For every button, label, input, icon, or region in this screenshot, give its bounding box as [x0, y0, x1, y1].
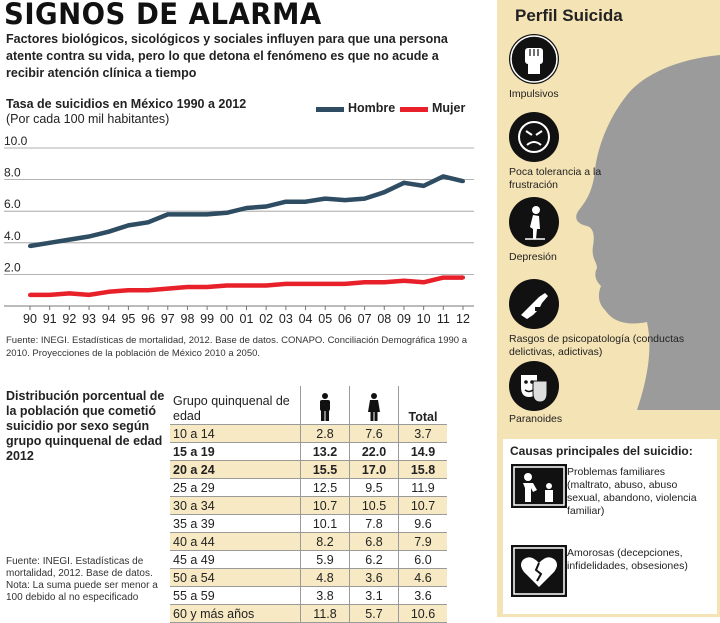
- data-point-mujer: [402, 279, 406, 283]
- header-group: Grupo quinquenal de edad: [170, 386, 301, 425]
- data-point-hombre: [48, 241, 52, 245]
- row-total: 3.7: [399, 425, 448, 443]
- data-point-hombre: [87, 234, 91, 238]
- x-tick-label: 06: [337, 312, 352, 326]
- y-tick-label: 10.0: [4, 134, 28, 148]
- row-mujer: 10.5: [350, 497, 399, 515]
- y-tick-label: 8.0: [4, 165, 21, 180]
- data-point-mujer: [284, 282, 288, 286]
- x-tick-label: 07: [357, 312, 372, 326]
- row-total: 3.6: [399, 587, 448, 605]
- table-row: [170, 551, 447, 569]
- row-mujer: 7.8: [350, 515, 399, 533]
- row-mujer: 22.0: [350, 443, 399, 461]
- x-tick-label: 08: [377, 312, 392, 326]
- row-mujer: 5.7: [350, 605, 399, 623]
- data-point-hombre: [422, 184, 426, 188]
- x-tick-label: 11: [436, 312, 450, 326]
- data-point-hombre: [166, 212, 170, 216]
- table-row: [170, 479, 447, 497]
- row-mujer: 6.8: [350, 533, 399, 551]
- cause-label: Amorosas (decepciones, infidelidades, obsesiones): [567, 547, 688, 572]
- data-point-hombre: [205, 212, 209, 216]
- broken-heart-icon: [511, 545, 567, 597]
- data-point-mujer: [225, 283, 229, 287]
- chart-subtitle: (Por cada 100 mil habitantes): [6, 112, 170, 126]
- x-tick-label: 95: [121, 312, 136, 326]
- row-group: 45 a 49: [170, 551, 301, 569]
- table-row: [170, 425, 447, 443]
- data-point-mujer: [363, 280, 367, 284]
- row-total: 7.9: [399, 533, 448, 551]
- data-point-hombre: [245, 206, 249, 210]
- legend-swatch-hombre: [316, 107, 344, 112]
- distribution-table: [170, 386, 447, 623]
- row-group: 10 a 14: [170, 425, 301, 443]
- x-tick-label: 92: [62, 312, 77, 326]
- row-hombre: 8.2: [301, 533, 350, 551]
- row-mujer: 7.6: [350, 425, 399, 443]
- page-subtitle: Factores biológicos, sicológicos y sociales influyen para que una persona atente contra su vida, pero lo que detona el fenómeno es que no acude a recibir atención clínica a tiempo: [6, 32, 448, 80]
- table-source: Fuente: INEGI. Estadísticas de mortalidad, 2012. Base de datos. Nota: La suma puede ser menor a 100 debido al no especificado: [6, 556, 158, 603]
- page-title: SIGNOS DE ALARMA: [4, 0, 322, 31]
- row-group: 40 a 44: [170, 533, 301, 551]
- data-point-hombre: [441, 174, 445, 178]
- x-tick-label: 97: [160, 312, 175, 326]
- row-group: 20 a 24: [170, 461, 301, 479]
- data-point-hombre: [461, 179, 465, 183]
- x-tick-label: 98: [180, 312, 195, 326]
- row-mujer: 9.5: [350, 479, 399, 497]
- family-violence-icon: [511, 464, 567, 508]
- table-row: [170, 605, 447, 623]
- x-tick-label: 12: [456, 312, 470, 326]
- chart-title: Tasa de suicidios en México 1990 a 2012: [6, 97, 247, 111]
- data-point-hombre: [264, 204, 268, 208]
- cause-label: Problemas familiares (maltrato, abuso, abuso sexual, abandono, violencia familiar): [567, 466, 697, 517]
- data-point-mujer: [441, 276, 445, 280]
- data-point-hombre: [126, 223, 130, 227]
- row-hombre: 5.9: [301, 551, 350, 569]
- female-icon: [367, 393, 381, 421]
- row-total: 6.0: [399, 551, 448, 569]
- y-tick-label: 4.0: [4, 228, 21, 243]
- data-point-hombre: [146, 220, 150, 224]
- x-tick-label: 93: [82, 312, 96, 326]
- fist-icon: [509, 34, 559, 84]
- sad-person-icon: [509, 197, 559, 247]
- row-total: 14.9: [399, 443, 448, 461]
- row-total: 15.8: [399, 461, 448, 479]
- trait-label: Poca tolerancia a la frustración: [509, 166, 602, 191]
- data-point-mujer: [28, 293, 32, 297]
- x-tick-label: 04: [298, 312, 313, 326]
- x-tick-label: 91: [42, 312, 57, 326]
- data-point-mujer: [343, 282, 347, 286]
- x-tick-label: 99: [200, 312, 215, 326]
- trait-label: Rasgos de psicopatología (conductas delictivas, adictivas): [509, 333, 685, 358]
- row-group: 25 a 29: [170, 479, 301, 497]
- row-mujer: 3.1: [350, 587, 399, 605]
- row-hombre: 10.7: [301, 497, 350, 515]
- data-point-mujer: [67, 291, 71, 295]
- x-tick-label: 09: [397, 312, 411, 326]
- data-point-mujer: [382, 280, 386, 284]
- data-point-mujer: [323, 282, 327, 286]
- distribution-title: Distribución porcentual de la población que cometió suicidio por sexo según grupo quinquenal de edad 2012: [6, 389, 165, 463]
- x-tick-label: 90: [23, 312, 37, 326]
- row-mujer: 17.0: [350, 461, 399, 479]
- header-hombre: [301, 386, 350, 425]
- data-point-mujer: [107, 290, 111, 294]
- data-point-hombre: [107, 230, 111, 234]
- chart-source: Fuente: INEGI. Estadísticas de mortalidad, 2012. Base de datos. CONAPO. Conciliación Demográfica 1990 a 2010. Proyecciones de la población de México 2010 a 2050.: [6, 335, 467, 359]
- row-hombre: 15.5: [301, 461, 350, 479]
- table-row: [170, 515, 447, 533]
- x-axis-ticks: [23, 312, 470, 326]
- data-point-hombre: [185, 212, 189, 216]
- row-hombre: 11.8: [301, 605, 350, 623]
- data-point-mujer: [87, 293, 91, 297]
- causes-title: Causas principales del suicidio:: [510, 444, 693, 458]
- profile-title: Perfil Suicida: [515, 6, 623, 25]
- y-tick-label: 6.0: [4, 197, 21, 212]
- hand-gun-icon: [509, 279, 559, 329]
- data-point-hombre: [343, 198, 347, 202]
- trait-label: Impulsivos: [509, 88, 559, 100]
- row-total: 9.6: [399, 515, 448, 533]
- table-row: [170, 497, 447, 515]
- data-point-hombre: [67, 238, 71, 242]
- legend-swatch-mujer: [400, 107, 428, 112]
- row-hombre: 2.8: [301, 425, 350, 443]
- row-hombre: 3.8: [301, 587, 350, 605]
- line-chart: [0, 130, 480, 330]
- x-tick-label: 02: [259, 312, 274, 326]
- data-point-hombre: [323, 197, 327, 201]
- data-point-hombre: [304, 200, 308, 204]
- header-total: Total: [399, 386, 448, 425]
- data-point-mujer: [304, 282, 308, 286]
- x-tick-label: 10: [416, 312, 431, 326]
- row-group: 30 a 34: [170, 497, 301, 515]
- row-hombre: 10.1: [301, 515, 350, 533]
- x-tick-label: 00: [219, 312, 234, 326]
- x-tick-label: 01: [239, 312, 254, 326]
- data-point-mujer: [245, 283, 249, 287]
- row-hombre: 12.5: [301, 479, 350, 497]
- header-mujer: [350, 386, 399, 425]
- table-row: [170, 533, 447, 551]
- x-tick-label: 03: [278, 312, 293, 326]
- table-row: [170, 443, 447, 461]
- data-point-mujer: [146, 288, 150, 292]
- row-hombre: 13.2: [301, 443, 350, 461]
- data-point-hombre: [28, 244, 32, 248]
- table-row: [170, 587, 447, 605]
- row-group: 60 y más años: [170, 605, 301, 623]
- theater-masks-icon: [509, 361, 559, 411]
- row-total: 4.6: [399, 569, 448, 587]
- data-point-hombre: [363, 197, 367, 201]
- row-group: 15 a 19: [170, 443, 301, 461]
- data-point-mujer: [264, 283, 268, 287]
- data-point-hombre: [382, 190, 386, 194]
- x-tick-label: 96: [141, 312, 156, 326]
- data-point-mujer: [126, 288, 130, 292]
- x-tick-label: 05: [318, 312, 333, 326]
- row-group: 50 a 54: [170, 569, 301, 587]
- row-mujer: 3.6: [350, 569, 399, 587]
- row-total: 10.7: [399, 497, 448, 515]
- data-point-hombre: [225, 211, 229, 215]
- y-tick-label: 2.0: [4, 260, 21, 275]
- trait-label: Paranoides: [509, 413, 563, 425]
- row-total: 10.6: [399, 605, 448, 623]
- row-mujer: 6.2: [350, 551, 399, 569]
- row-group: 35 a 39: [170, 515, 301, 533]
- row-total: 11.9: [399, 479, 448, 497]
- data-point-mujer: [461, 276, 465, 280]
- legend-label-mujer: Mujer: [432, 101, 466, 115]
- data-point-mujer: [185, 285, 189, 289]
- data-point-mujer: [422, 280, 426, 284]
- data-point-mujer: [166, 287, 170, 291]
- data-point-mujer: [205, 285, 209, 289]
- y-axis-ticks: [4, 134, 28, 274]
- row-group: 55 a 59: [170, 587, 301, 605]
- legend-label-hombre: Hombre: [348, 101, 396, 115]
- data-point-hombre: [284, 200, 288, 204]
- chart-series: [28, 174, 465, 297]
- data-point-hombre: [402, 181, 406, 185]
- x-tick-label: 94: [101, 312, 116, 326]
- male-icon: [319, 393, 331, 421]
- trait-label: Depresión: [509, 251, 557, 263]
- row-hombre: 4.8: [301, 569, 350, 587]
- data-point-mujer: [48, 293, 52, 297]
- angry-face-icon: [509, 112, 559, 162]
- table-row: [170, 569, 447, 587]
- table-row: [170, 461, 447, 479]
